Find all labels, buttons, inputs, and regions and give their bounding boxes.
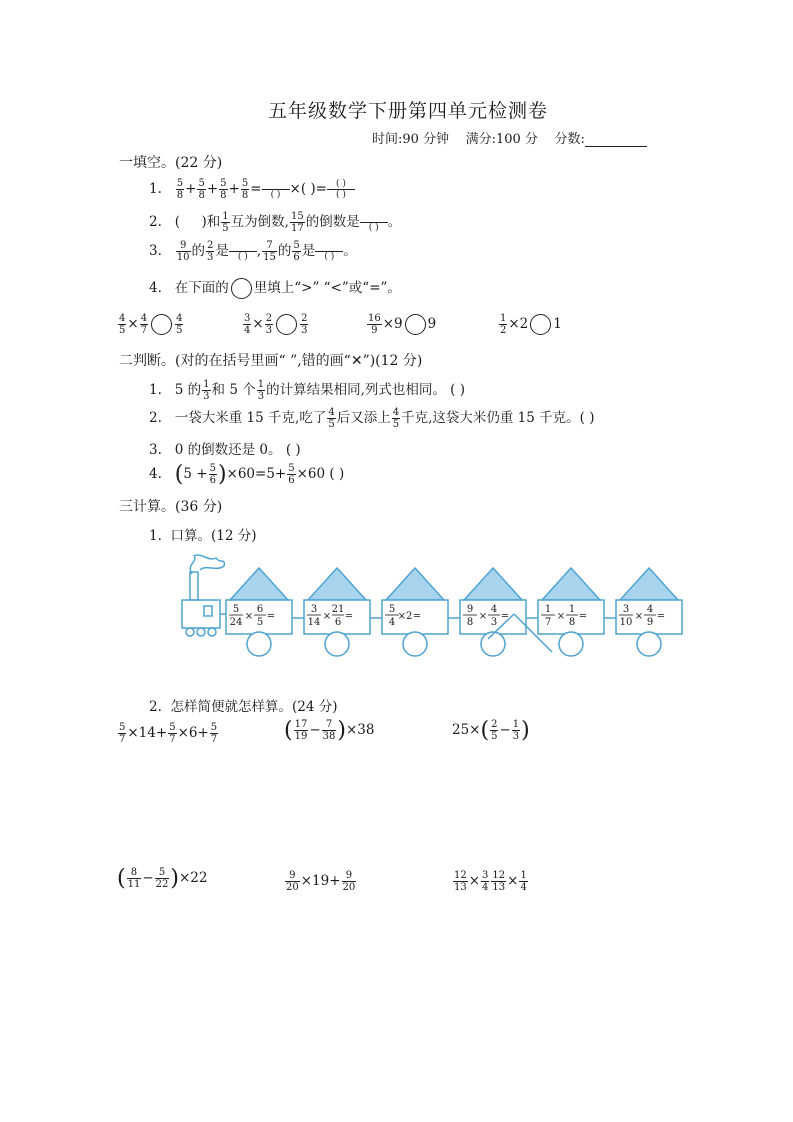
problem-1: $\frac{5}{7}$ ×14+ $\frac{5}{7}$ ×6+ $\frac{5}{7}$ [119,722,218,745]
answer-circle[interactable] [151,314,172,335]
problem-5: $\frac{9}{20}$ ×19+ $\frac{9}{20}$ [286,870,356,893]
fraction: $\frac{5}{8}$ [220,178,227,201]
question-2-2: 2. 一袋大米重 15 千克,吃了 $\frac{4}{5}$ 后又添上 $\frac{4}{5}$ 千克,这袋大米仍重 15 千克。( ) [149,407,595,430]
fraction-numerator: 1 [544,604,552,615]
operator: × [322,611,332,622]
fraction-numerator: 9 [466,604,474,615]
fraction: $\frac{7}{15}$ [263,240,276,263]
question-1-4: 4. 在下面的 里填上“>” “<”或“=”。 [149,276,401,299]
train-car [526,568,604,656]
time-limit: 时间:90 分钟 [372,132,450,147]
fraction-denominator: 10 [619,617,633,628]
answer-wheel[interactable] [481,632,505,656]
fraction: $\frac{5}{8}$ [198,178,205,201]
section-2-title: 二判断。(对的在括号里画“ ”,错的画“✕”)(12 分) [119,353,423,369]
problem-6: $\frac{12}{13}$ × $\frac{3}{4}$ $\frac{12}{13}$ × $\frac{1}{4}$ [454,870,527,893]
equals-sign: = [656,611,666,622]
answer-circle[interactable] [276,314,297,335]
equals-sign: = [412,611,422,622]
compare-item-1: $\frac{4}{5}$ × $\frac{4}{7}$ $\frac{4}{5}$ [119,313,183,336]
fraction-numerator: 3 [622,604,630,615]
fraction: $\frac{9}{10}$ [176,240,190,263]
car-roof [230,568,288,600]
compare-item-4: $\frac{1}{2}$ ×2 1 [500,313,562,336]
locomotive [182,555,226,636]
answer-blank[interactable]: ( ) [360,212,388,233]
fraction-numerator: 1 [568,604,576,615]
fraction-denominator: 24 [229,617,243,628]
car-roof [542,568,600,600]
fraction-denominator: 8 [466,617,474,628]
problem-2: ( $\frac{17}{19}$ − $\frac{7}{38}$ )×38 [284,718,375,743]
fraction: $\frac{5}{6}$ [293,240,300,263]
score-label: 分数: [554,132,585,147]
train-illustration [176,552,688,662]
equals-sign: = [344,611,354,622]
fraction-numerator: 5 [232,604,240,615]
car-roof [620,568,678,600]
operator: × [244,611,254,622]
fraction-numerator: 6 [256,604,264,615]
train-car [292,568,370,656]
fraction-numerator: 4 [490,604,498,615]
fraction-denominator: 5 [256,617,264,628]
fraction-numerator: 3 [310,604,318,615]
problem-3: 25×( $\frac{2}{5}$ − $\frac{1}{3}$ ) [452,718,530,743]
answer-wheel[interactable] [637,632,661,656]
fraction-denominator: 8 [568,617,576,628]
section-3-title: 三计算。(36 分) [119,499,223,515]
fraction-denominator: 9 [646,617,654,628]
score-field[interactable] [585,132,647,147]
section-1-title: 一填空。(22 分) [119,155,223,171]
fraction-numerator: 5 [388,604,396,615]
equals-sign: = [500,611,510,622]
car-roof [308,568,366,600]
subsection-3-1: 1. 口算。(12 分) [149,528,257,544]
fraction-denominator: 14 [307,617,321,628]
fraction-denominator: 6 [334,617,342,628]
fraction-numerator: 21 [331,604,345,615]
question-2-4: 4. (5 + $\frac{5}{6}$ )×60=5+ $\frac{5}{6}$ ×60 ( ) [149,462,345,487]
exam-meta [372,128,647,147]
answer-blank[interactable]: ( ) ( ) [327,179,355,200]
fraction: $\frac{1}{5}$ [222,211,229,234]
train-cars [226,568,682,656]
page-title: 五年级数学下册第四单元检测卷 [268,100,549,122]
answer-wheel[interactable] [325,632,349,656]
fraction: $\frac{15}{17}$ [290,211,304,234]
fraction: $\frac{5}{8}$ [241,178,249,201]
operator: × [556,611,566,622]
answer-wheel[interactable] [403,632,427,656]
operator: × [634,611,644,622]
operator: ×2 [397,611,413,622]
fraction-denominator: 4 [388,617,396,628]
answer-wheel[interactable] [559,632,583,656]
fraction-denominator: 3 [490,617,498,628]
operator: × [478,611,488,622]
subsection-3-2: 2. 怎样简便就怎样算。(24 分) [149,699,338,715]
fraction: $\frac{5}{8}$ [176,178,184,201]
train-car [226,568,292,656]
compare-item-3: $\frac{16}{9}$ ×9 9 [368,313,437,336]
question-1-1: 1. $\frac{5}{8}$ + $\frac{5}{8}$ + $\frac{5}{8}$ + $\frac{5}{8}$ = ( ) ×( )= ( ) ( ) [149,178,355,201]
answer-blank[interactable]: ( ) [315,241,343,262]
equals-sign: = [266,611,276,622]
answer-wheel[interactable] [247,632,271,656]
train-car [604,568,682,656]
train-car [370,568,448,656]
equals-sign: = [578,611,588,622]
full-score: 满分:100 分 [465,132,538,147]
answer-circle[interactable] [530,314,551,335]
compare-item-2: $\frac{3}{4}$ × $\frac{2}{3}$ $\frac{2}{3}$ [244,313,308,336]
question-2-3: 3. 0 的倒数还是 0。 ( ) [149,442,301,458]
question-1-3: 3. $\frac{9}{10}$ 的 $\frac{2}{3}$ 是 ( ) , $\frac{7}{15}$ 的 $\frac{5}{6}$ 是 ( ) 。 [149,240,357,263]
question-2-1: 1. 5 的 $\frac{1}{3}$ 和 5 个 $\frac{1}{3}$ 的计算结果相同,列式也相同。 ( ) [149,379,465,402]
problem-4: ( $\frac{8}{11}$ − $\frac{5}{22}$ )×22 [117,866,208,891]
car-roof [464,568,522,600]
answer-circle[interactable] [405,314,426,335]
answer-blank[interactable]: ( ) [229,241,257,262]
answer-blank[interactable]: ( ) [262,179,290,200]
compare-circle-icon [231,278,252,299]
question-1-2: 2. ( )和 $\frac{1}{5}$ 互为倒数, $\frac{15}{17}$ 的倒数是 ( ) 。 [149,211,402,234]
fraction-numerator: 4 [646,604,654,615]
answer-blank[interactable]: ( ) [300,181,316,197]
train-car [448,568,526,656]
fraction-denominator: 7 [544,617,552,628]
car-roof [386,568,444,600]
fraction: $\frac{2}{3}$ [207,240,214,263]
